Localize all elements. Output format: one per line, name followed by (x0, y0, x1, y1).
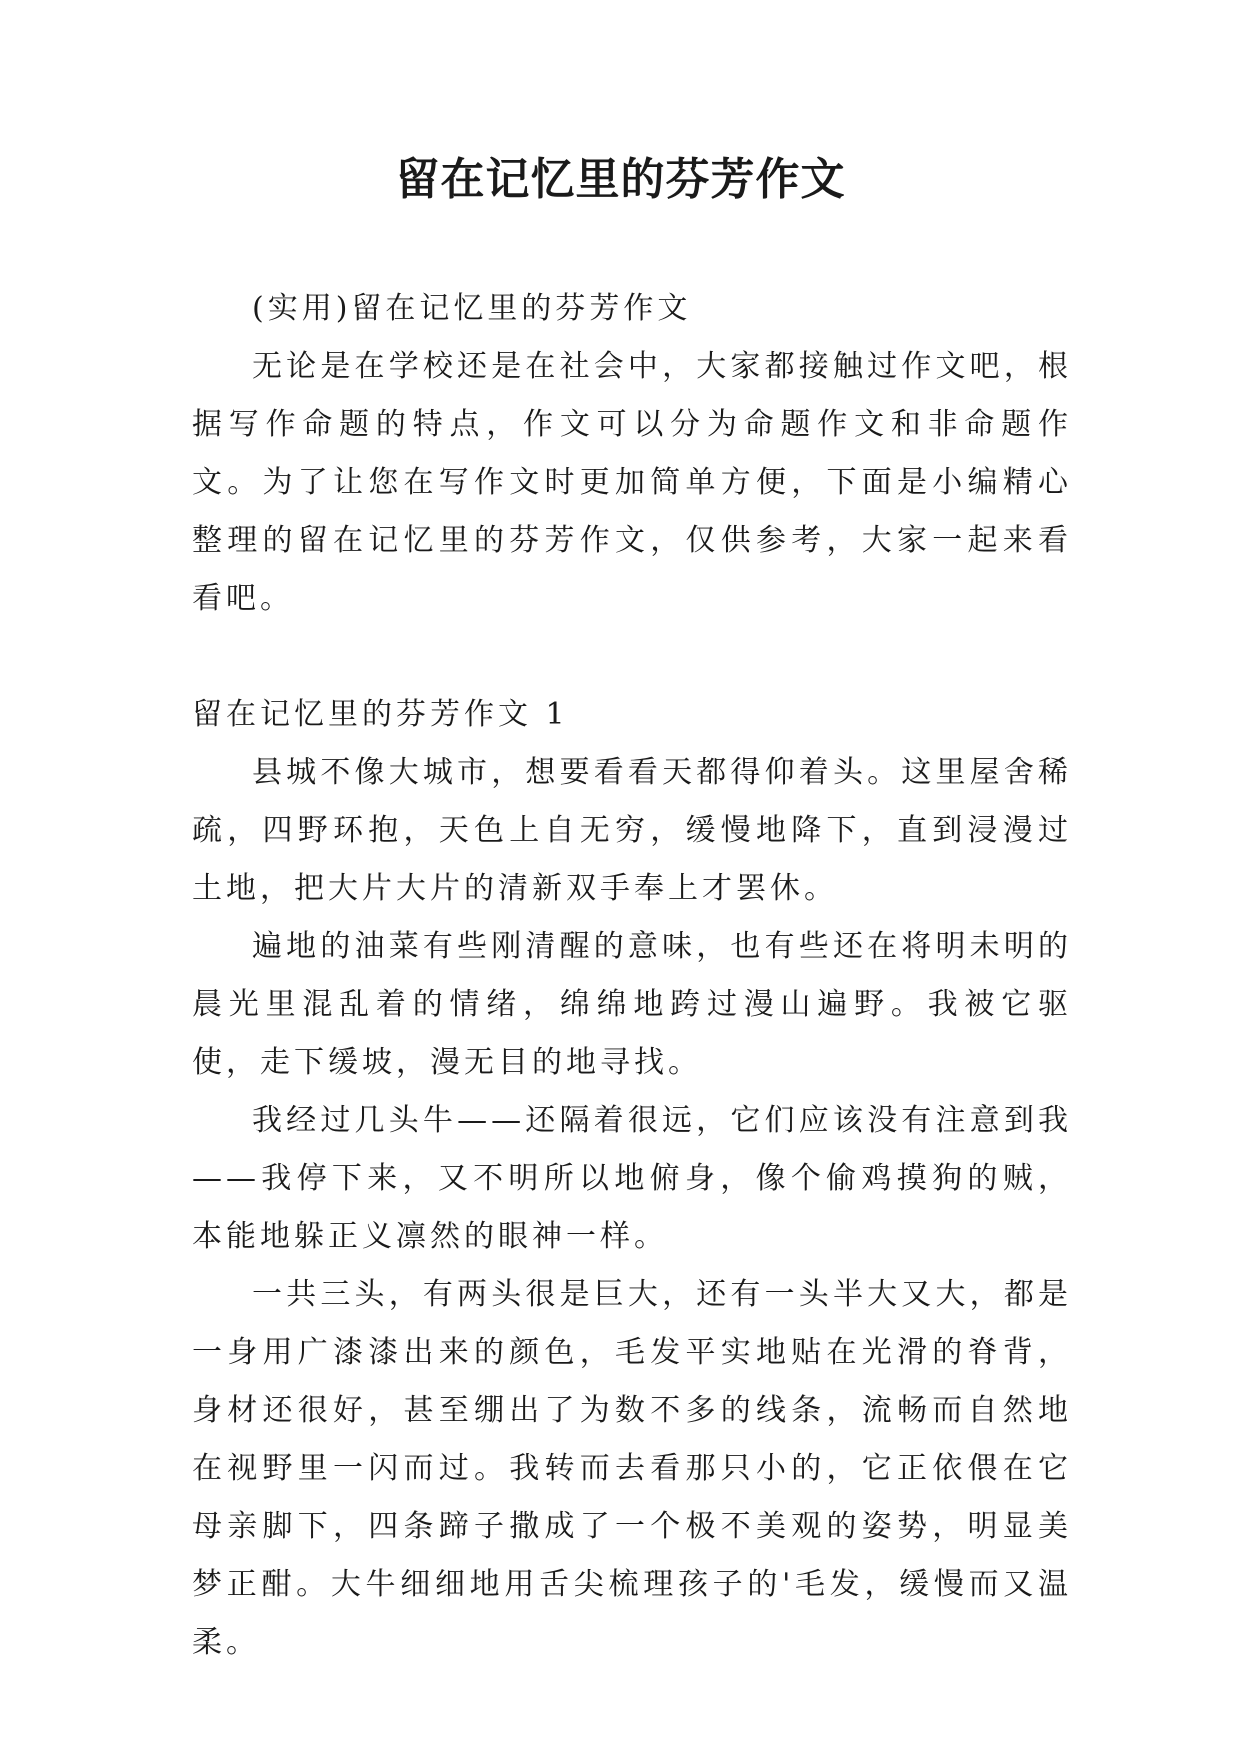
document-body (192, 280, 1072, 1672)
body-paragraph: 我经过几头牛——还隔着很远，它们应该没有注意到我——我停下来，又不明所以地俯身，像个偷鸡摸狗的贼，本能地躲正义凛然的眼神一样。 (192, 1103, 1072, 1254)
body-paragraph: 遍地的油菜有些刚清醒的意味，也有些还在将明未明的晨光里混乱着的情绪，绵绵地跨过漫山遍野。我被它驱使，走下缓坡，漫无目的地寻找。 (192, 929, 1072, 1080)
body-paragraph: 县城不像大城市，想要看看天都得仰着头。这里屋舍稀疏，四野环抱，天色上自无穷，缓慢地降下，直到浸漫过土地，把大片大片的清新双手奉上才罢休。 (192, 755, 1072, 906)
document-title: 留在记忆里的芬芳作文 (395, 154, 846, 205)
intro-paragraph: 无论是在学校还是在社会中，大家都接触过作文吧，根据写作命题的特点，作文可以分为命题作文和非命题作文。为了让您在写作文时更加简单方便，下面是小编精心整理的留在记忆里的芬芳作文，仅供参考，大家一起来看看吧。 (192, 349, 1072, 616)
section-spacer (192, 628, 1072, 686)
body-paragraph: 一共三头，有两头很是巨大，还有一头半大又大，都是一身用广漆漆出来的颜色，毛发平实地贴在光滑的脊背，身材还很好，甚至绷出了为数不多的线条，流畅而自然地在视野里一闪而过。我转而去看那只小的，它正依偎在它母亲脚下，四条蹄子撒成了一个极不美观的姿势，明显美梦正酣。大牛细细地用舌尖梳理孩子的'毛发，缓慢而又温柔。 (192, 1277, 1072, 1660)
subtitle-paragraph: (实用)留在记忆里的芬芳作文 (252, 291, 692, 326)
section-heading: 留在记忆里的芬芳作文 1 (192, 697, 569, 732)
